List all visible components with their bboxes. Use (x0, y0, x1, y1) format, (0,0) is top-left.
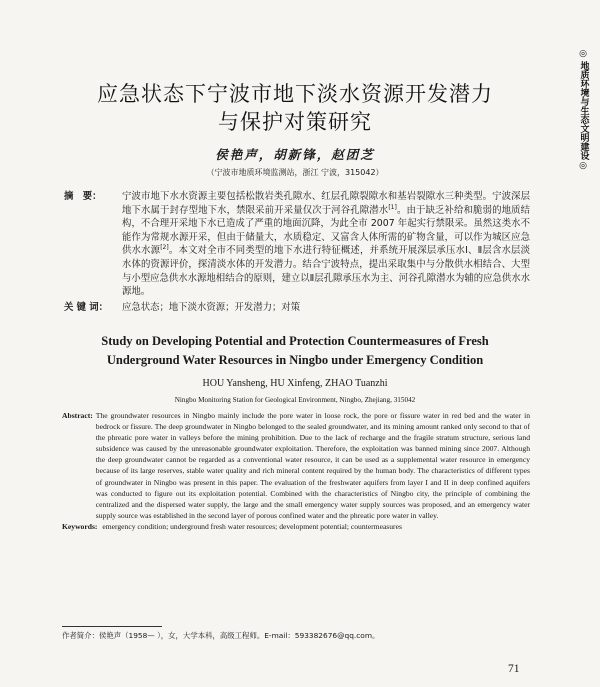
page-number: 71 (508, 663, 520, 675)
abstract-english (62, 410, 530, 532)
abstract-en-label: Abstract: (62, 411, 93, 420)
title-cn-line2: 与保护对策研究 (218, 110, 372, 134)
affiliation-english: Ningbo Monitoring Station for Geological Environment, Ningbo, Zhejiang, 315042 (174, 396, 416, 404)
keywords-english (62, 521, 530, 532)
affiliation-chinese: （宁波市地质环境监测站，浙江 宁波，315042） (206, 168, 384, 177)
citation-ref: [1] (388, 203, 397, 211)
abstract-en-text: The groundwater resources in Ningbo mainly include the pore water in loose rock, the pore or fissure water in red bed and the water in bedrock or fissure. The deep groundwater in Ningbo belonged to the sealed groundwater, and its mining amount ranked only second to that of the phreatic pore water in valleys before the mining prohibition. Due to the lack of recharge and the fragile stratum structure, serious land subsidence was caused by the unreasonable groundwater exploitation. Therefore, the exploitation was banned mining since 2007. Although the deep groundwater cannot be regarded as a conventional water resource, it can be used as a supplemental water resource in emergency because of its large reserves, stable water quality and rich mineral content required by the human body. The characteristics of different types of groundwater in Ningbo was present in this paper. The evaluation of the freshwater aquifers from layer I and II in deep confined aquifers was conducted to figure out its exploitation potential. Combined with the characteristics of Ningbo city, the principle of combining the centralized and the dispersed water supply, the large and the small emergency water supply sources was proposed, and an emergency water supply source was established in the second layer of porous confined water and the phreatic pore water in valley. (95, 411, 530, 520)
citation-ref: [2] (160, 244, 169, 252)
keywords-en-label: Keywords: (62, 521, 98, 531)
keywords-cn-text: 应急状态；地下淡水资源；开发潜力；对策 (122, 301, 301, 313)
abstract-chinese (64, 190, 530, 314)
keywords-en-text: emergency condition; underground fresh water resources; development potential; countermeasures (102, 521, 402, 531)
footnote-divider (62, 626, 162, 627)
side-banner-text: 地质环境与生态文明建设 (578, 61, 589, 160)
keywords-chinese (64, 301, 530, 315)
bullet-icon: ◎ (579, 161, 587, 171)
authors-chinese: 侯艳声，胡新锋，赵团芝 (215, 147, 375, 162)
title-cn-line1: 应急状态下宁波市地下淡水资源开发潜力 (97, 82, 493, 106)
side-banner (576, 48, 590, 173)
abstract-cn-text: 宁波市地下水水资源主要包括松散岩类孔隙水、红层孔隙裂隙水和基岩裂隙水三种类型。宁波深层地下水属于封存型地下水，禁限采前开采量仅次于河谷孔隙潜水[1]。由于缺乏补给和脆弱的地质结构，不合理开采地下水已造成了严重的地面沉降，为此全市 2007 年起实行禁限采。虽然这类水不能作为常规水源开采，但由于储量大，水质稳定、又富含人体所需的矿物含量，可以作为城区应急供水水源[2]。本文对全市不同类型的地下水进行特征概述，并系统开展深层承压水Ⅰ、Ⅱ层含水层淡水体的资源评价，探清淡水体的开发潜力。结合宁波特点，提出采取集中与分散供水相结合、大型与小型应急供水水源地相结合的原则，建立以Ⅱ层孔隙承压水为主、河谷孔隙潜水为辅的应急供水水源地。 (122, 191, 530, 298)
author-footnote: 作者简介：侯艳声（1958— ），女，大学本科，高级工程师。E-mail：593382676@qq.com。 (62, 631, 380, 640)
keywords-cn-label: 关 键 词： (64, 301, 109, 313)
title-chinese (60, 80, 530, 136)
title-en-line2: Underground Water Resources in Ningbo under Emergency Condition (106, 353, 484, 367)
title-english (60, 332, 530, 370)
abstract-cn-label: 摘 要： (64, 191, 102, 202)
title-en-line1: Study on Developing Potential and Protection Countermeasures of Fresh (101, 334, 489, 348)
authors-english: HOU Yansheng, HU Xinfeng, ZHAO Tuanzhi (202, 378, 388, 389)
bullet-icon: ◎ (579, 49, 587, 59)
